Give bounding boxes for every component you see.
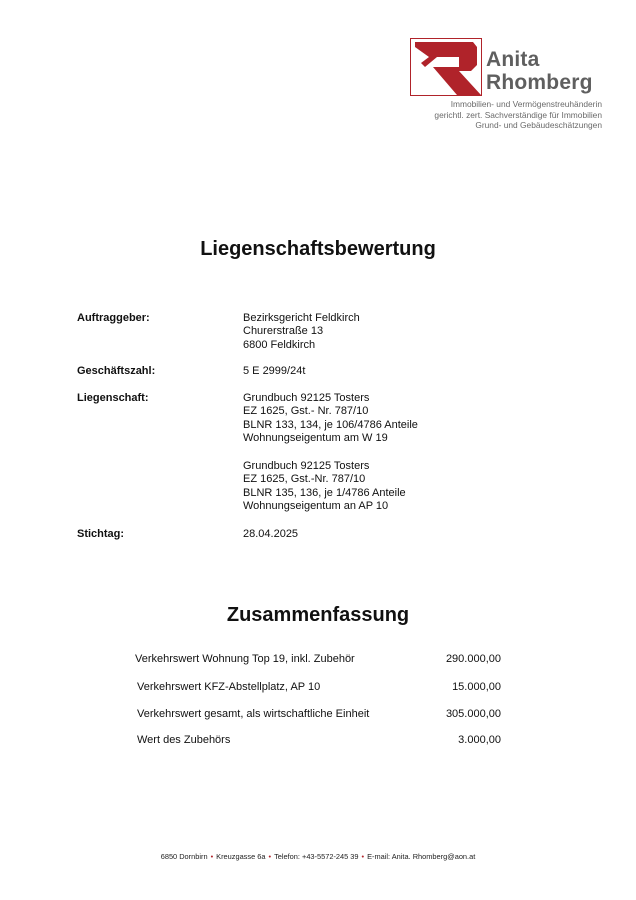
value-liegenschaft-block-2 <box>243 460 406 514</box>
bullet-separator-icon: • <box>210 852 214 861</box>
value-geschaeftszahl: 5 E 2999/24t <box>243 365 306 377</box>
page-footer <box>0 852 636 861</box>
logo-subtitle-line: gerichtl. zert. Sachverständige für Immobilien <box>434 109 602 120</box>
liegenschaft-line: BLNR 133, 134, je 106/4786 Anteile <box>243 418 418 431</box>
summary-row-label: Wert des Zubehörs <box>137 734 231 746</box>
liegenschaft-line: Grundbuch 92125 Tosters <box>243 460 370 472</box>
logo-last-name: Rhomberg <box>486 71 593 94</box>
liegenschaft-line: EZ 1625, Gst.- Nr. 787/10 <box>243 405 369 418</box>
footer-street: Kreuzgasse 6a <box>216 852 266 861</box>
summary-row-value: 15.000,00 <box>452 681 501 693</box>
summary-row-label: Verkehrswert KFZ-Abstellplatz, AP 10 <box>137 681 321 693</box>
summary-row-value: 3.000,00 <box>458 734 501 746</box>
summary-row-value: 305.000,00 <box>445 708 501 720</box>
company-logo <box>410 38 600 138</box>
label-stichtag: Stichtag: <box>77 528 125 540</box>
summary-title: Zusammenfassung <box>226 604 410 626</box>
value-liegenschaft-block-1 <box>243 392 418 446</box>
value-stichtag: 28.04.2025 <box>243 528 299 540</box>
document-title: Liegenschaftsbewertung <box>200 238 436 260</box>
logo-subtitle <box>434 99 602 131</box>
liegenschaft-line: Wohnungseigentum an AP 10 <box>243 500 389 513</box>
logo-subtitle-line: Immobilien- und Vermögenstreuhänderin <box>450 99 602 109</box>
footer-email: E-mail: Anita. Rhomberg@aon.at <box>367 852 476 861</box>
bullet-separator-icon: • <box>268 852 272 861</box>
summary-row-value: 290.000,00 <box>445 653 501 665</box>
liegenschaft-line: Grundbuch 92125 Tosters <box>243 392 370 404</box>
footer-address: 6850 Dornbirn <box>160 852 208 861</box>
logo-name <box>486 48 593 94</box>
value-auftraggeber <box>243 312 360 352</box>
summary-row-label: Verkehrswert gesamt, als wirtschaftliche Einheit <box>137 708 370 720</box>
logo-subtitle-line: Grund- und Gebäudeschätzungen <box>475 120 602 130</box>
label-liegenschaft: Liegenschaft: <box>77 392 149 404</box>
logo-r-mark-icon <box>410 38 482 96</box>
logo-first-name: Anita <box>486 48 540 71</box>
auftraggeber-line: Churerstraße 13 <box>243 325 324 338</box>
liegenschaft-line: Wohnungseigentum am W 19 <box>243 432 388 445</box>
label-auftraggeber: Auftraggeber: <box>77 312 150 324</box>
auftraggeber-line: 6800 Feldkirch <box>243 338 316 351</box>
liegenschaft-line: EZ 1625, Gst.-Nr. 787/10 <box>243 473 366 486</box>
label-geschaeftszahl: Geschäftszahl: <box>77 365 156 377</box>
summary-row-label: Verkehrswert Wohnung Top 19, inkl. Zubehör <box>135 653 355 665</box>
liegenschaft-line: BLNR 135, 136, je 1/4786 Anteile <box>243 486 406 499</box>
auftraggeber-line: Bezirksgericht Feldkirch <box>243 312 360 324</box>
bullet-separator-icon: • <box>361 852 365 861</box>
footer-phone: Telefon: +43-5572-245 39 <box>274 852 359 861</box>
